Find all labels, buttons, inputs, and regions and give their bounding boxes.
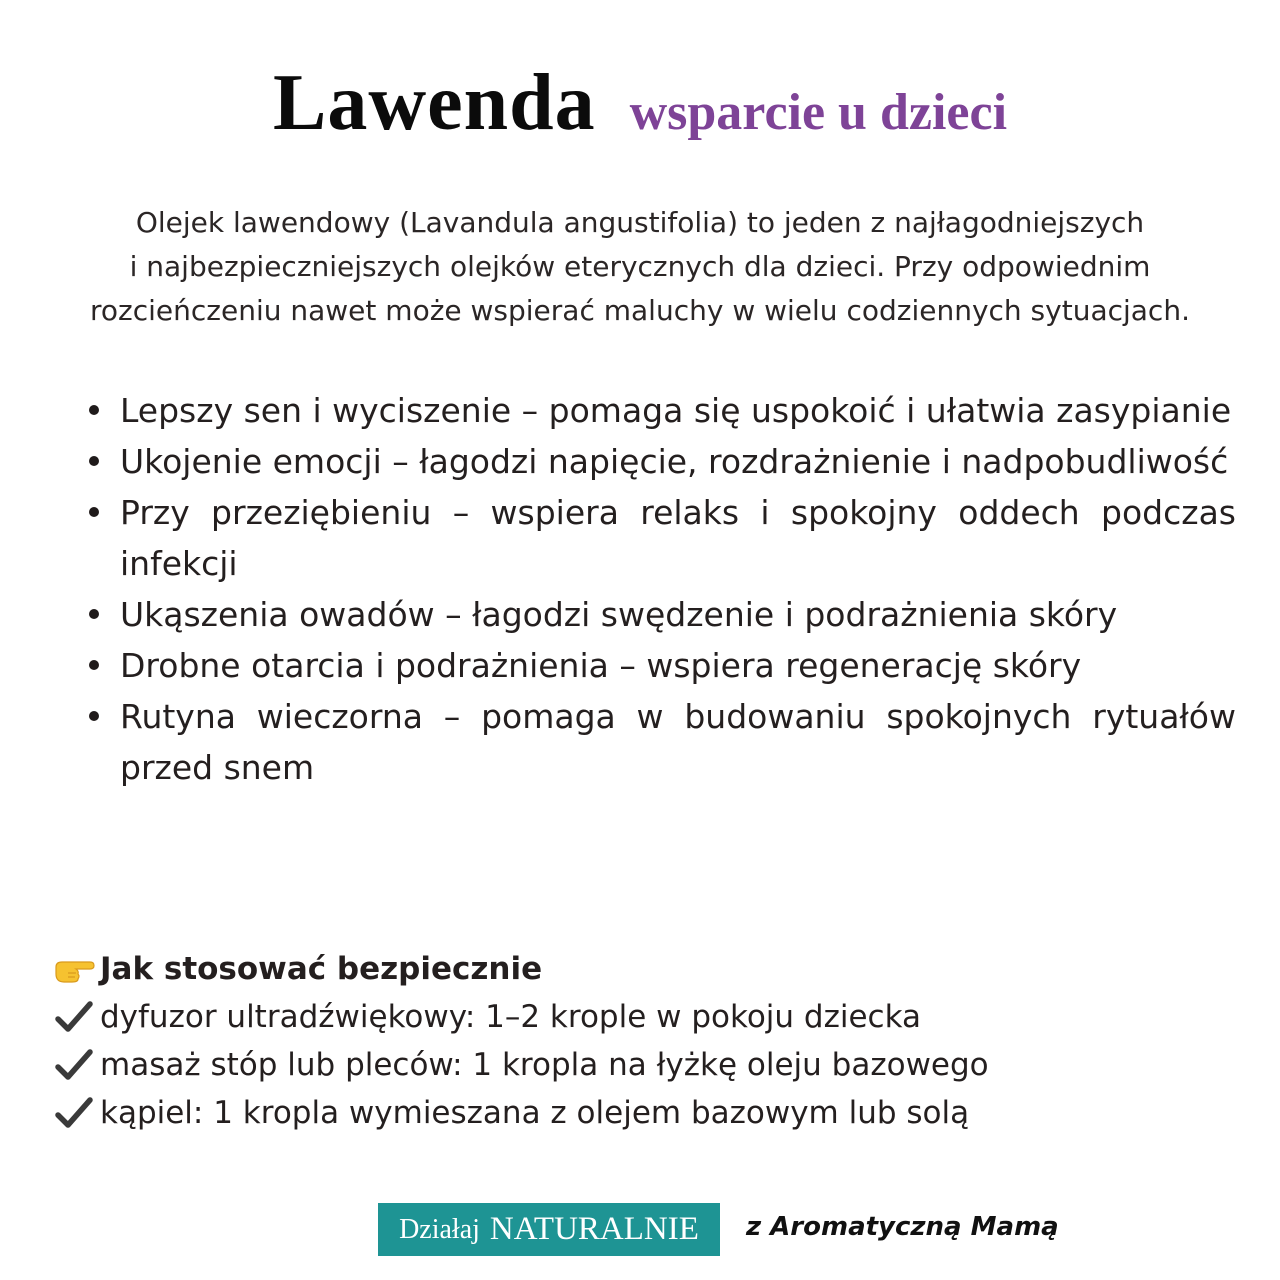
- brand-name-part2: NATURALNIE: [489, 1211, 699, 1247]
- usage-heading-row: [54, 945, 1234, 993]
- check-mark-icon: [54, 1048, 94, 1082]
- intro-paragraph: [40, 201, 1240, 333]
- benefit-item: Ukąszenia owadów – łagodzi swędzenie i podrażnienia skóry: [120, 589, 1236, 640]
- check-mark-icon: [54, 1000, 94, 1034]
- brand-tagline: z Aromatyczną Mamą: [746, 1212, 1059, 1242]
- check-mark-icon: [54, 1096, 94, 1130]
- intro-line: i najbezpieczniejszych olejków eterycznych dla dzieci. Przy odpowiednim: [129, 250, 1151, 283]
- benefit-item: Rutyna wieczorna – pomaga w budowaniu spokojnych rytuałów przed snem: [120, 691, 1236, 793]
- usage-item-text: dyfuzor ultradźwiękowy: 1–2 krople w pokoju dziecka: [100, 999, 921, 1035]
- usage-item-text: kąpiel: 1 kropla wymieszana z olejem bazowym lub solą: [100, 1095, 970, 1131]
- benefit-item: Lepszy sen i wyciszenie – pomaga się uspokoić i ułatwia zasypianie: [120, 385, 1236, 436]
- brand-logo: [378, 1203, 720, 1256]
- intro-line: Olejek lawendowy (Lavandula angustifolia) to jeden z najłagodniejszych: [135, 206, 1145, 239]
- benefits-list: [120, 385, 1236, 793]
- usage-item-text: masaż stóp lub pleców: 1 kropla na łyżkę oleju bazowego: [100, 1047, 989, 1083]
- benefit-item: Ukojenie emocji – łagodzi napięcie, rozdrażnienie i nadpobudliwość: [120, 436, 1236, 487]
- brand-name-part1: Działaj: [399, 1213, 480, 1245]
- usage-item: [54, 1089, 1234, 1137]
- usage-heading: Jak stosować bezpiecznie: [100, 951, 543, 987]
- usage-section: [54, 945, 1234, 1137]
- benefit-item: Przy przeziębieniu – wspiera relaks i spokojny oddech podczas infekcji: [120, 487, 1236, 589]
- intro-line: rozcieńczeniu nawet może wspierać maluchy w wielu codziennych sytuacjach.: [90, 294, 1190, 327]
- pointing-hand-icon: [54, 954, 96, 984]
- usage-item: [54, 1041, 1234, 1089]
- title-row: [0, 58, 1280, 149]
- page-title: Lawenda: [272, 59, 596, 147]
- benefit-item: Drobne otarcia i podrażnienia – wspiera regenerację skóry: [120, 640, 1236, 691]
- page-subtitle: wsparcie u dzieci: [629, 84, 1008, 141]
- usage-item: [54, 993, 1234, 1041]
